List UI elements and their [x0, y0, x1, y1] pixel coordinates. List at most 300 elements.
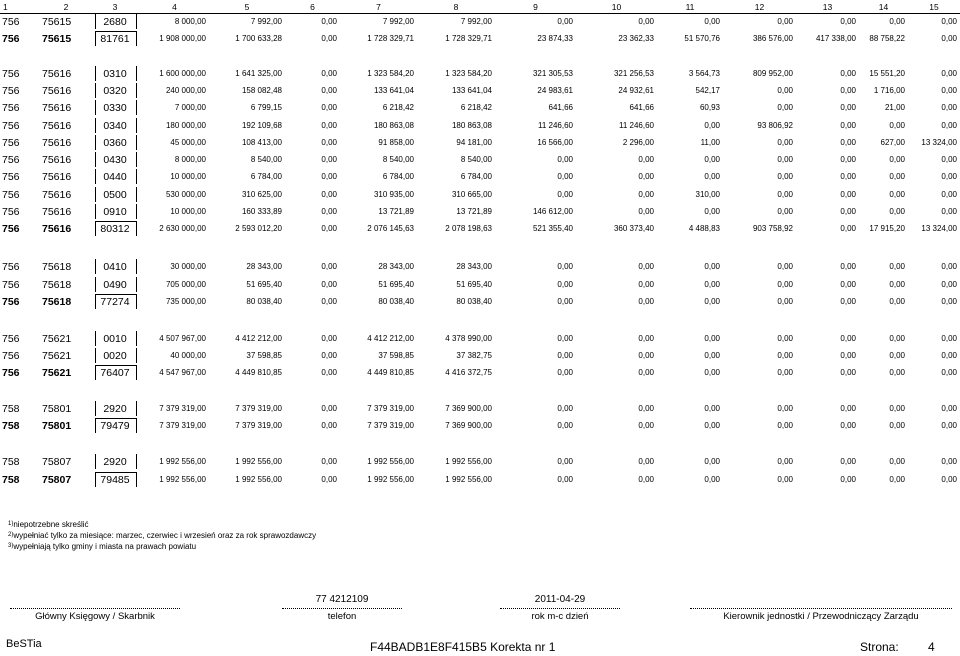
- cell-col-9: 0,00: [557, 190, 573, 199]
- column-number-header: [0, 0, 960, 14]
- table-row: [0, 151, 960, 168]
- cell-col-11: 0,00: [704, 17, 720, 26]
- cell-col-13: 0,00: [840, 138, 856, 147]
- header-number: 9: [533, 1, 538, 12]
- cell-col-15: 0,00: [941, 103, 957, 112]
- footnote-3: $^{3)}$wypełniają tylko gminy i miasta na prawach powiatu: [8, 542, 197, 551]
- cell-col-1: 756: [2, 153, 20, 166]
- table-row: [0, 13, 960, 30]
- cell-col-2: 75616: [42, 136, 72, 149]
- footnote-1: $^{1)}$niepotrzebne skreślić: [8, 520, 89, 529]
- cell-col-6: 0,00: [321, 69, 337, 78]
- cell-col-12: 0,00: [777, 172, 793, 181]
- cell-col-14: 0,00: [889, 190, 905, 199]
- table-total-row: [0, 417, 960, 434]
- cell-col-12: 386 576,00: [752, 34, 793, 43]
- cell-col-12: 0,00: [777, 280, 793, 289]
- cell-col-11: 310,00: [695, 190, 720, 199]
- cell-col-13: 0,00: [840, 334, 856, 343]
- cell-col-15: 0,00: [941, 351, 957, 360]
- cell-col-7: 1 728 329,71: [367, 34, 414, 43]
- cell-col-10: 0,00: [638, 172, 654, 181]
- cell-col-13: 0,00: [840, 351, 856, 360]
- cell-col-10: 11 246,60: [619, 121, 654, 130]
- header-number: 8: [453, 1, 459, 12]
- table-row: [0, 347, 960, 364]
- cell-col-3: 80312: [100, 222, 130, 235]
- cell-col-13: 0,00: [840, 224, 856, 233]
- cell-col-3: 0310: [103, 67, 127, 80]
- cell-col-11: 0,00: [704, 297, 720, 306]
- cell-col-14: 0,00: [889, 121, 905, 130]
- cell-col-1: 756: [2, 15, 20, 28]
- cell-col-2: 75807: [42, 455, 72, 468]
- cell-col-4: 30 000,00: [170, 262, 206, 271]
- cell-col-4: 4 547 967,00: [159, 368, 206, 377]
- table-row: [0, 168, 960, 185]
- phone-value: 77 4212109: [315, 594, 369, 605]
- cell-col-5: 160 333,89: [241, 207, 282, 216]
- cell-col-15: 0,00: [941, 34, 957, 43]
- cell-col-9: 0,00: [557, 155, 573, 164]
- cell-col-8: 1 992 556,00: [445, 457, 492, 466]
- cell-col-6: 0,00: [321, 421, 337, 430]
- cell-col-12: 93 806,92: [757, 121, 793, 130]
- cell-col-7: 180 863,08: [373, 121, 414, 130]
- cell-col-12: 0,00: [777, 138, 793, 147]
- cell-col-11: 0,00: [704, 421, 720, 430]
- cell-col-11: 60,93: [699, 103, 720, 112]
- cell-col-13: 0,00: [840, 280, 856, 289]
- cell-col-12: 0,00: [777, 334, 793, 343]
- cell-col-6: 0,00: [321, 17, 337, 26]
- cell-col-9: 0,00: [557, 334, 573, 343]
- head-signature-line: [690, 608, 952, 609]
- cell-col-13: 0,00: [840, 190, 856, 199]
- cell-col-2: 75621: [42, 332, 72, 345]
- cell-col-10: 0,00: [638, 334, 654, 343]
- table-row: [0, 82, 960, 99]
- cell-col-11: 0,00: [704, 262, 720, 271]
- cell-col-2: 75615: [42, 15, 72, 28]
- cell-col-5: 6 799,15: [250, 103, 282, 112]
- cell-col-14: 0,00: [889, 297, 905, 306]
- cell-col-7: 8 540,00: [382, 155, 414, 164]
- cell-col-14: 0,00: [889, 351, 905, 360]
- footnote-2: $^{2)}$wypełniać tylko za miesiące: marzec, czerwiec i wrzesień oraz za rok sprawozdawczy: [8, 531, 317, 540]
- cell-col-15: 0,00: [941, 190, 957, 199]
- cell-col-7: 1 992 556,00: [367, 457, 414, 466]
- cell-col-13: 417 338,00: [815, 34, 856, 43]
- cell-col-14: 21,00: [884, 103, 905, 112]
- document-code: F44BADB1E8F415B5 Korekta nr 1: [370, 640, 556, 654]
- cell-col-13: 0,00: [840, 86, 856, 95]
- cell-col-10: 321 256,53: [613, 69, 654, 78]
- table-total-row: [0, 471, 960, 488]
- cell-col-13: 0,00: [840, 207, 856, 216]
- cell-col-8: 4 416 372,75: [445, 368, 492, 377]
- cell-col-14: 0,00: [889, 368, 905, 377]
- cell-col-4: 1 908 000,00: [159, 34, 206, 43]
- cell-col-7: 80 038,40: [378, 297, 414, 306]
- cell-col-8: 133 641,04: [451, 86, 492, 95]
- cell-col-11: 11,00: [700, 138, 720, 147]
- cell-col-10: 0,00: [638, 17, 654, 26]
- cell-col-13: 0,00: [840, 368, 856, 377]
- cell-col-9: 321 305,53: [532, 69, 573, 78]
- cell-col-2: 75616: [42, 153, 72, 166]
- cell-col-3: 0490: [103, 278, 127, 291]
- cell-col-15: 0,00: [941, 368, 957, 377]
- cell-col-9: 521 355,40: [532, 224, 573, 233]
- cell-col-12: 0,00: [777, 262, 793, 271]
- cell-col-12: 0,00: [777, 190, 793, 199]
- cell-col-5: 7 379 319,00: [235, 421, 282, 430]
- cell-col-12: 0,00: [777, 155, 793, 164]
- cell-col-15: 0,00: [941, 475, 957, 484]
- cell-col-7: 28 343,00: [378, 262, 414, 271]
- cell-col-15: 0,00: [941, 17, 957, 26]
- cell-col-11: 0,00: [704, 334, 720, 343]
- table-row: [0, 258, 960, 275]
- header-number: 15: [929, 1, 939, 12]
- cell-col-9: 0,00: [557, 262, 573, 271]
- cell-col-12: 903 758,92: [752, 224, 793, 233]
- cell-col-3: 2920: [103, 402, 127, 415]
- cell-col-5: 1 992 556,00: [235, 457, 282, 466]
- cell-col-1: 756: [2, 278, 20, 291]
- header-number: 10: [611, 1, 622, 12]
- cell-col-15: 0,00: [941, 207, 957, 216]
- cell-col-14: 0,00: [889, 421, 905, 430]
- cell-col-2: 75621: [42, 349, 72, 362]
- cell-col-11: 0,00: [704, 121, 720, 130]
- cell-col-5: 7 992,00: [250, 17, 282, 26]
- cell-col-1: 756: [2, 222, 20, 235]
- cell-col-3: 2920: [103, 455, 127, 468]
- cell-col-14: 0,00: [889, 280, 905, 289]
- cell-col-7: 6 784,00: [382, 172, 414, 181]
- cell-col-1: 756: [2, 67, 20, 80]
- app-name: BeSTia: [6, 638, 42, 650]
- cell-col-2: 75616: [42, 67, 72, 80]
- cell-col-12: 0,00: [777, 475, 793, 484]
- header-number: 6: [310, 1, 315, 12]
- cell-col-15: 0,00: [941, 457, 957, 466]
- cell-col-9: 0,00: [557, 17, 573, 26]
- cell-col-4: 1 600 000,00: [159, 69, 206, 78]
- accountant-label: Główny Księgowy / Skarbnik: [35, 611, 155, 622]
- table-total-row: [0, 364, 960, 381]
- cell-col-3: 0010: [103, 332, 127, 345]
- cell-col-7: 4 412 212,00: [367, 334, 414, 343]
- table-row: [0, 453, 960, 470]
- cell-col-3: 0440: [103, 170, 127, 183]
- cell-col-1: 756: [2, 119, 20, 132]
- cell-col-11: 0,00: [704, 457, 720, 466]
- cell-col-2: 75807: [42, 473, 72, 486]
- cell-col-7: 1 992 556,00: [367, 475, 414, 484]
- cell-col-10: 0,00: [638, 207, 654, 216]
- header-number: 12: [754, 1, 765, 12]
- cell-col-2: 75801: [42, 402, 72, 415]
- cell-col-9: 0,00: [557, 368, 573, 377]
- cell-col-10: 24 932,61: [618, 86, 654, 95]
- cell-col-4: 10 000,00: [170, 172, 206, 181]
- cell-col-1: 756: [2, 136, 20, 149]
- cell-col-5: 4 412 212,00: [235, 334, 282, 343]
- cell-col-8: 6 784,00: [460, 172, 492, 181]
- cell-col-3: 0910: [103, 205, 127, 218]
- header-number: 5: [244, 1, 250, 12]
- cell-col-8: 51 695,40: [456, 280, 492, 289]
- cell-col-12: 0,00: [777, 86, 793, 95]
- cell-col-11: 51 570,76: [684, 34, 720, 43]
- table-total-row: [0, 220, 960, 237]
- header-number: 11: [685, 1, 695, 12]
- cell-col-1: 756: [2, 84, 20, 97]
- cell-col-12: 809 952,00: [752, 69, 793, 78]
- cell-col-1: 756: [2, 260, 20, 273]
- header-number: 14: [878, 1, 889, 12]
- cell-col-14: 0,00: [889, 475, 905, 484]
- cell-col-8: 310 665,00: [451, 190, 492, 199]
- table-row: [0, 65, 960, 82]
- cell-col-14: 0,00: [889, 262, 905, 271]
- cell-col-14: 0,00: [889, 404, 905, 413]
- cell-col-10: 0,00: [638, 475, 654, 484]
- cell-col-3: 0340: [103, 119, 127, 132]
- cell-col-4: 705 000,00: [165, 280, 206, 289]
- cell-col-9: 0,00: [557, 297, 573, 306]
- date-label: rok m-c dzień: [531, 611, 589, 622]
- cell-col-15: 0,00: [941, 297, 957, 306]
- cell-col-8: 1 323 584,20: [445, 69, 492, 78]
- cell-col-15: 0,00: [941, 172, 957, 181]
- cell-col-11: 0,00: [704, 280, 720, 289]
- cell-col-9: 146 612,00: [532, 207, 573, 216]
- cell-col-5: 37 598,85: [246, 351, 282, 360]
- cell-col-8: 7 369 900,00: [445, 421, 492, 430]
- cell-col-10: 0,00: [638, 262, 654, 271]
- cell-col-5: 1 641 325,00: [235, 69, 282, 78]
- table-row: [0, 117, 960, 134]
- cell-col-5: 1 992 556,00: [235, 475, 282, 484]
- cell-col-3: 0320: [103, 84, 127, 97]
- cell-col-2: 75616: [42, 205, 72, 218]
- cell-col-5: 28 343,00: [246, 262, 282, 271]
- page-number: 4: [928, 640, 935, 654]
- accountant-signature-line: [10, 608, 180, 609]
- cell-col-1: 758: [2, 402, 20, 415]
- cell-col-6: 0,00: [321, 207, 337, 216]
- cell-col-8: 28 343,00: [456, 262, 492, 271]
- cell-col-6: 0,00: [321, 475, 337, 484]
- cell-col-4: 1 992 556,00: [159, 457, 206, 466]
- cell-col-12: 0,00: [777, 421, 793, 430]
- cell-col-10: 0,00: [638, 280, 654, 289]
- cell-col-8: 37 382,75: [456, 351, 492, 360]
- cell-col-9: 0,00: [557, 457, 573, 466]
- cell-col-10: 641,66: [629, 103, 654, 112]
- cell-col-10: 0,00: [638, 368, 654, 377]
- cell-col-2: 75618: [42, 295, 72, 308]
- cell-col-13: 0,00: [840, 297, 856, 306]
- cell-col-5: 7 379 319,00: [235, 404, 282, 413]
- cell-col-8: 94 181,00: [456, 138, 492, 147]
- cell-col-11: 0,00: [704, 351, 720, 360]
- cell-col-8: 4 378 990,00: [445, 334, 492, 343]
- cell-col-4: 8 000,00: [174, 155, 206, 164]
- cell-col-5: 108 413,00: [241, 138, 282, 147]
- cell-col-9: 0,00: [557, 475, 573, 484]
- cell-col-4: 530 000,00: [165, 190, 206, 199]
- cell-col-14: 88 758,22: [869, 34, 905, 43]
- cell-col-13: 0,00: [840, 457, 856, 466]
- cell-col-15: 0,00: [941, 155, 957, 164]
- cell-col-3: 77274: [100, 295, 130, 308]
- cell-col-15: 0,00: [941, 404, 957, 413]
- cell-col-8: 13 721,89: [456, 207, 492, 216]
- cell-col-2: 75616: [42, 119, 72, 132]
- cell-col-4: 1 992 556,00: [159, 475, 206, 484]
- cell-col-15: 0,00: [941, 69, 957, 78]
- cell-col-7: 310 935,00: [373, 190, 414, 199]
- cell-col-6: 0,00: [321, 190, 337, 199]
- cell-col-7: 1 323 584,20: [367, 69, 414, 78]
- cell-col-7: 91 858,00: [378, 138, 414, 147]
- table-total-row: [0, 30, 960, 47]
- cell-col-11: 0,00: [704, 475, 720, 484]
- cell-col-3: 0410: [103, 260, 127, 273]
- cell-col-6: 0,00: [321, 280, 337, 289]
- cell-col-15: 0,00: [941, 334, 957, 343]
- cell-col-3: 0020: [103, 349, 127, 362]
- cell-col-1: 756: [2, 170, 20, 183]
- cell-col-14: 0,00: [889, 207, 905, 216]
- cell-col-8: 80 038,40: [456, 297, 492, 306]
- cell-col-7: 7 379 319,00: [367, 404, 414, 413]
- cell-col-13: 0,00: [840, 262, 856, 271]
- cell-col-11: 542,17: [695, 86, 720, 95]
- cell-col-7: 2 076 145,63: [367, 224, 414, 233]
- cell-col-6: 0,00: [321, 86, 337, 95]
- cell-col-15: 0,00: [941, 262, 957, 271]
- cell-col-2: 75618: [42, 278, 72, 291]
- table-row: [0, 276, 960, 293]
- cell-col-3: 76407: [100, 366, 130, 379]
- cell-col-13: 0,00: [840, 121, 856, 130]
- phone-line: [282, 608, 402, 609]
- cell-col-4: 735 000,00: [165, 297, 206, 306]
- cell-col-5: 4 449 810,85: [235, 368, 282, 377]
- cell-col-3: 0330: [103, 101, 127, 114]
- cell-col-5: 6 784,00: [250, 172, 282, 181]
- cell-col-3: 0360: [103, 136, 127, 149]
- cell-col-8: 7 992,00: [460, 17, 492, 26]
- cell-col-10: 0,00: [638, 155, 654, 164]
- cell-col-10: 360 373,40: [613, 224, 654, 233]
- footnotes: [8, 519, 316, 552]
- cell-col-8: 6 218,42: [460, 103, 492, 112]
- table-row: [0, 99, 960, 116]
- cell-col-6: 0,00: [321, 404, 337, 413]
- cell-col-15: 13 324,00: [921, 138, 957, 147]
- cell-col-10: 23 362,33: [618, 34, 654, 43]
- cell-col-7: 7 992,00: [382, 17, 414, 26]
- cell-col-14: 1 716,00: [873, 86, 905, 95]
- cell-col-1: 756: [2, 332, 20, 345]
- cell-col-3: 81761: [100, 32, 130, 45]
- cell-col-9: 0,00: [557, 280, 573, 289]
- cell-col-3: 0430: [103, 153, 127, 166]
- cell-col-4: 240 000,00: [165, 86, 206, 95]
- cell-col-8: 1 992 556,00: [445, 475, 492, 484]
- cell-col-8: 7 369 900,00: [445, 404, 492, 413]
- cell-col-5: 51 695,40: [246, 280, 282, 289]
- cell-col-13: 0,00: [840, 17, 856, 26]
- cell-col-1: 756: [2, 295, 20, 308]
- cell-col-9: 0,00: [557, 421, 573, 430]
- cell-col-11: 0,00: [704, 368, 720, 377]
- cell-col-2: 75616: [42, 188, 72, 201]
- cell-col-9: 0,00: [557, 404, 573, 413]
- cell-col-5: 192 109,68: [241, 121, 282, 130]
- cell-col-6: 0,00: [321, 457, 337, 466]
- cell-col-9: 641,66: [548, 103, 573, 112]
- cell-col-5: 310 625,00: [241, 190, 282, 199]
- table-total-row: [0, 293, 960, 310]
- cell-col-8: 2 078 198,63: [445, 224, 492, 233]
- cell-col-7: 13 721,89: [378, 207, 414, 216]
- cell-col-4: 7 000,00: [174, 103, 206, 112]
- cell-col-4: 2 630 000,00: [159, 224, 206, 233]
- cell-col-7: 4 449 810,85: [367, 368, 414, 377]
- cell-col-6: 0,00: [321, 138, 337, 147]
- cell-col-2: 75801: [42, 419, 72, 432]
- cell-col-12: 0,00: [777, 103, 793, 112]
- cell-col-7: 7 379 319,00: [367, 421, 414, 430]
- cell-col-12: 0,00: [777, 457, 793, 466]
- cell-col-10: 2 296,00: [622, 138, 654, 147]
- header-number: 1: [3, 1, 8, 12]
- cell-col-11: 3 564,73: [688, 69, 720, 78]
- cell-col-5: 1 700 633,28: [235, 34, 282, 43]
- cell-col-2: 75615: [42, 32, 72, 45]
- cell-col-3: 2680: [103, 15, 127, 28]
- cell-col-1: 756: [2, 205, 20, 218]
- page-label: Strona:: [860, 640, 899, 654]
- cell-col-6: 0,00: [321, 368, 337, 377]
- cell-col-5: 2 593 012,20: [235, 224, 282, 233]
- table-row: [0, 203, 960, 220]
- cell-col-11: 0,00: [704, 155, 720, 164]
- cell-col-1: 756: [2, 349, 20, 362]
- header-number: 2: [63, 1, 69, 12]
- cell-col-5: 8 540,00: [250, 155, 282, 164]
- cell-col-10: 0,00: [638, 351, 654, 360]
- cell-col-1: 756: [2, 32, 20, 45]
- cell-col-5: 158 082,48: [241, 86, 282, 95]
- cell-col-6: 0,00: [321, 224, 337, 233]
- cell-col-13: 0,00: [840, 475, 856, 484]
- header-number: 13: [822, 1, 833, 12]
- cell-col-4: 7 379 319,00: [159, 421, 206, 430]
- cell-col-9: 24 983,61: [537, 86, 573, 95]
- cell-col-10: 0,00: [638, 297, 654, 306]
- cell-col-12: 0,00: [777, 351, 793, 360]
- cell-col-6: 0,00: [321, 334, 337, 343]
